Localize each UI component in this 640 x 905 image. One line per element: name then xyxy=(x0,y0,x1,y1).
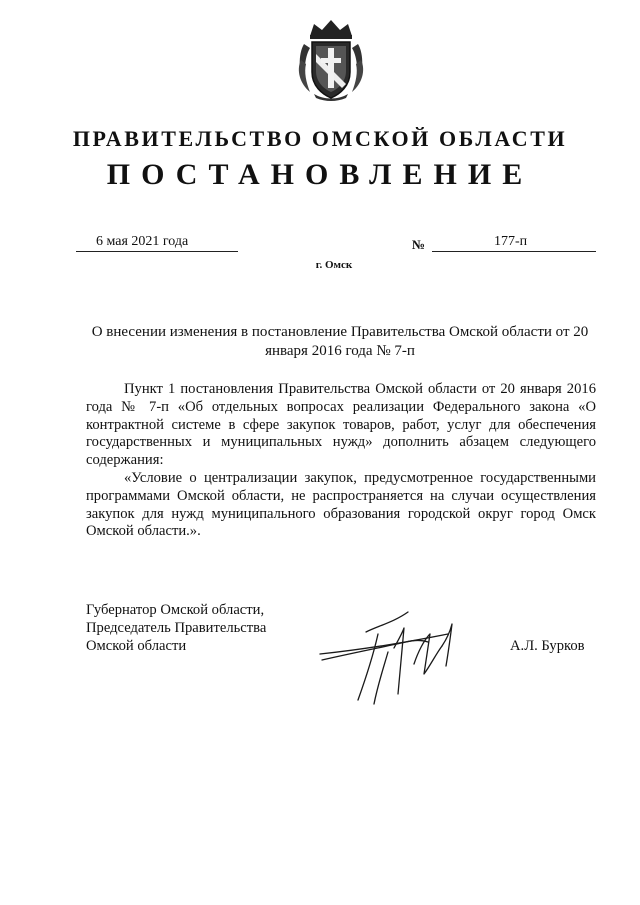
omsk-coat-of-arms-icon xyxy=(296,14,366,102)
document-city: г. Омск xyxy=(315,259,353,271)
signatory-name: А.Л. Бурков xyxy=(510,638,585,654)
signatory-position-line: Председатель Правительства xyxy=(86,619,267,636)
signatory-position xyxy=(86,602,266,655)
document-subject: О внесении изменения в постановление Правительства Омской области от 20 января 2016 года № 7-п xyxy=(91,324,589,359)
signatory-position-line: Губернатор Омской области, xyxy=(86,602,265,618)
document-number: 177-п xyxy=(494,234,528,249)
body-paragraph: «Условие о централизации закупок, предусмотренное государственными программами Омской области, не распространяется на случаи осуществления закупок для нужд муниципального образования городской округ город Омск Омской области.». xyxy=(86,469,596,540)
document-body xyxy=(86,381,596,541)
body-paragraph: Пункт 1 постановления Правительства Омской области от 20 января 2016 года № 7-п «Об отдельных вопросах реализации Федерального закона «О контрактной системе в сфере закупок товаров, работ, услуг для обеспечения государственных и муниципальных нужд» дополнить абзацем следующего содержания: xyxy=(86,381,596,469)
handwritten-signature-icon xyxy=(318,604,478,708)
document-type-title: ПОСТАНОВЛЕНИЕ xyxy=(106,158,534,191)
signatory-position-line: Омской области xyxy=(86,637,187,654)
document-date: 6 мая 2021 года xyxy=(96,234,189,249)
government-title: ПРАВИТЕЛЬСТВО ОМСКОЙ ОБЛАСТИ xyxy=(72,126,568,151)
number-sign: № xyxy=(412,237,426,252)
